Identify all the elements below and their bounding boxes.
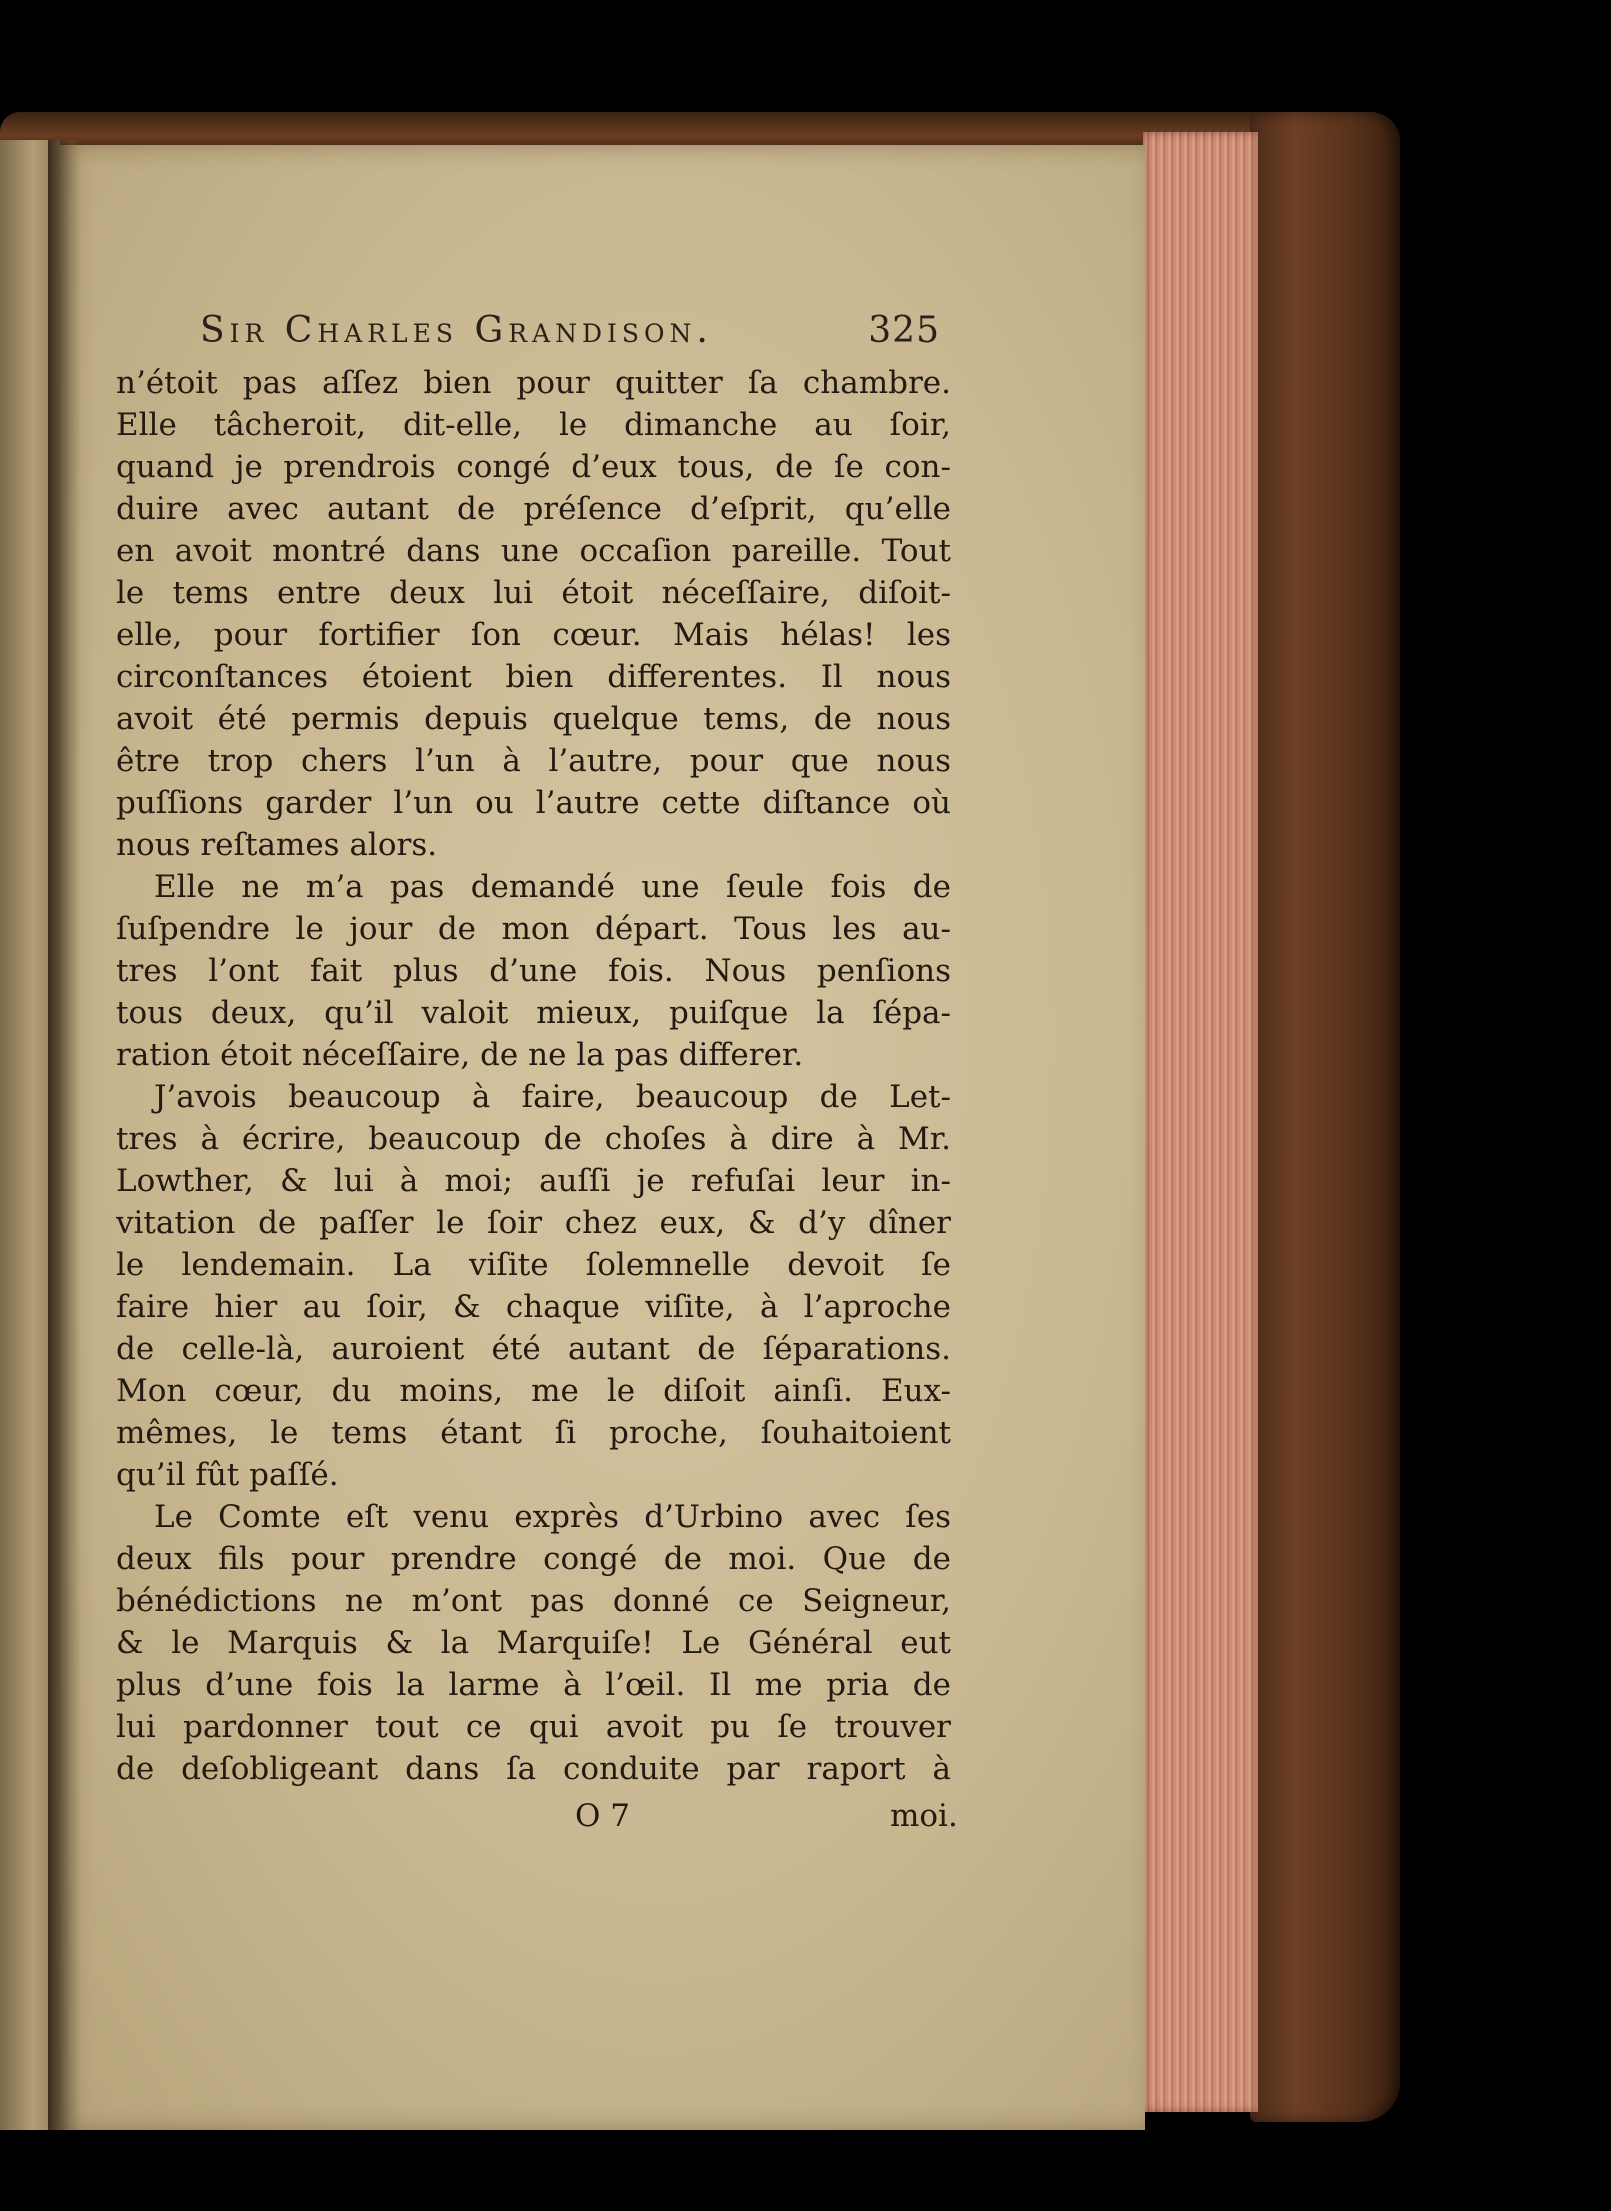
text-line: n’étoit pas aſſez bien pour quitter ſa chambre. [116,365,951,401]
page-header [200,310,940,360]
text-line: duire avec autant de préſence d’eſprit, qu’elle [116,491,951,527]
text-line: deux fils pour prendre congé de moi. Que de [116,1541,951,1577]
text-line: en avoit montré dans une occaſion pareille. Tout [116,533,951,569]
running-title: Sir Charles Grandison. [200,310,713,351]
signature-mark: O 7 [575,1798,630,1834]
page-number: 325 [868,310,940,351]
text-line: tous deux, qu’il valoit mieux, puiſque la ſépa- [116,995,951,1031]
text-line: ration étoit néceſſaire, de ne la pas differer. [116,1037,804,1073]
text-line: tres l’ont fait plus d’une fois. Nous penſions [116,953,951,989]
text-line: être trop chers l’un à l’autre, pour que nous [116,743,951,779]
text-line: le lendemain. La viſite ſolemnelle devoit ſe [116,1247,951,1283]
text-line: puſſions garder l’un ou l’autre cette diſtance où [116,785,951,821]
text-line: le tems entre deux lui étoit néceſſaire, diſoit- [116,575,951,611]
text-line: Le Comte eſt venu exprès d’Urbino avec ſes [154,1499,951,1535]
text-line: Elle tâcheroit, dit-elle, le dimanche au ſoir, [116,407,951,443]
text-line: vitation de paſſer le ſoir chez eux, & d’y dîner [116,1205,951,1241]
text-line: tres à écrire, beaucoup de choſes à dire à Mr. [116,1121,951,1157]
text-line: de celle-là, auroient été autant de ſéparations. [116,1331,951,1367]
red-page-edges [1143,132,1258,2112]
text-line: plus d’une fois la larme à l’œil. Il me pria de [116,1667,951,1703]
text-line: avoit été permis depuis quelque tems, de nous [116,701,951,737]
text-line: faire hier au ſoir, & chaque viſite, à l’aproche [116,1289,951,1325]
text-line: bénédictions ne m’ont pas donné ce Seigneur, [116,1583,951,1619]
text-line: mêmes, le tems étant ſi proche, ſouhaitoient [116,1415,951,1451]
text-line: quand je prendrois congé d’eux tous, de ſe con- [116,449,951,485]
text-line: lui pardonner tout ce qui avoit pu ſe trouver [116,1709,951,1745]
text-line: circonſtances étoient bien differentes. Il nous [116,659,951,695]
page-footer [200,1798,980,1840]
text-line: J’avois beaucoup à faire, beaucoup de Let- [154,1079,951,1115]
leather-cover [1250,112,1400,2122]
text-line: nous reſtames alors. [116,827,438,863]
text-line: de deſobligeant dans ſa conduite par raport à [116,1751,951,1787]
text-line: Mon cœur, du moins, me le diſoit ainſi. Eux- [116,1373,951,1409]
text-line: ſuſpendre le jour de mon départ. Tous les au- [116,911,951,947]
text-line: Elle ne m’a pas demandé une ſeule fois de [154,869,951,905]
gutter-shadow [48,140,80,2130]
body-text [116,362,951,1790]
catchword: moi. [890,1798,958,1834]
text-line: Lowther, & lui à moi; auſſi je refuſai leur in- [116,1163,951,1199]
text-line: elle, pour fortifier ſon cœur. Mais hélas! les [116,617,951,653]
text-line: qu’il fût paſſé. [116,1457,339,1493]
text-line: & le Marquis & la Marquiſe! Le Général eut [116,1625,951,1661]
